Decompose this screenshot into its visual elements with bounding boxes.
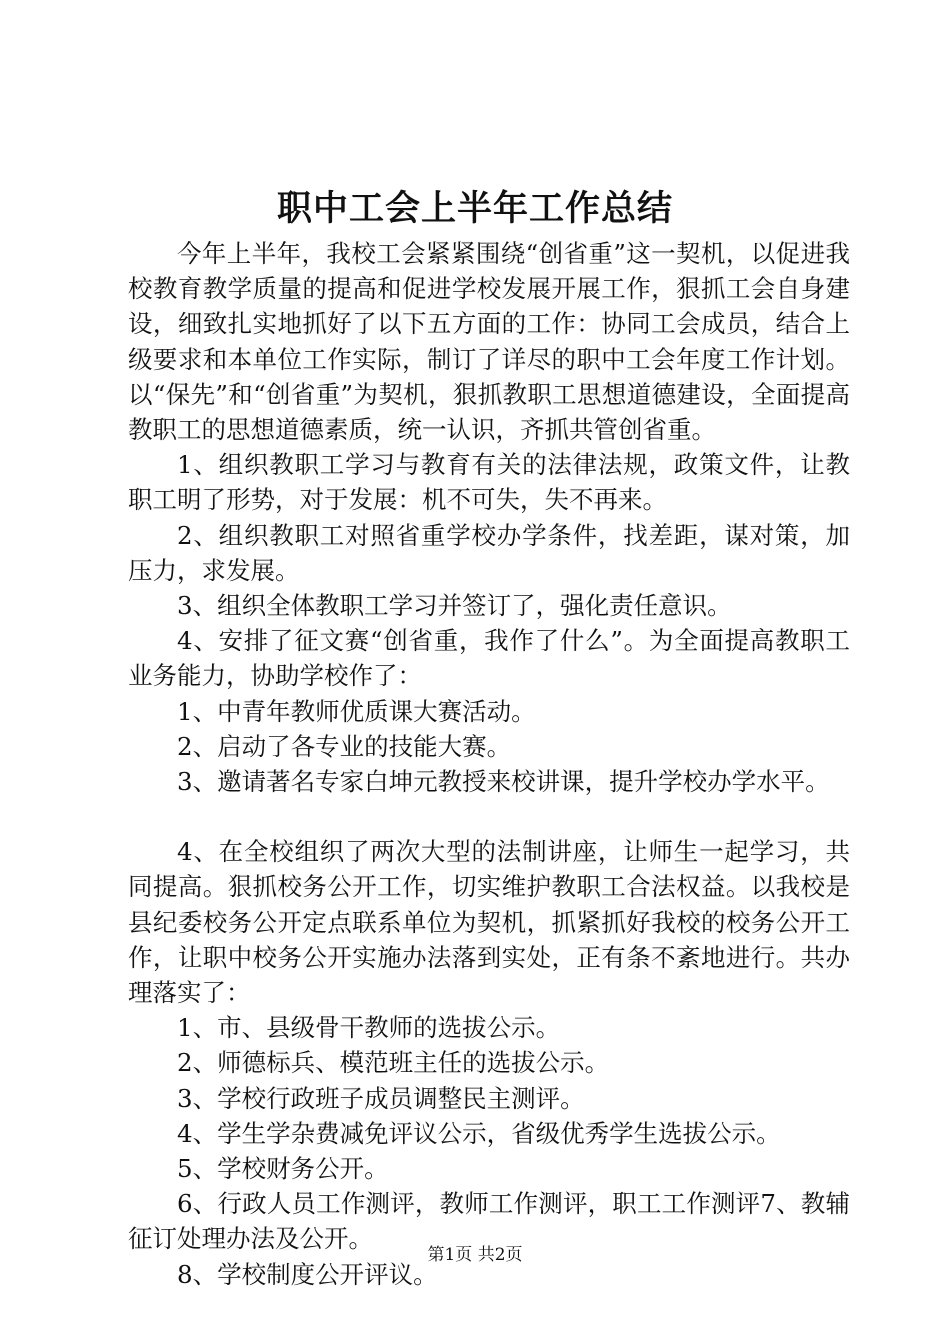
paragraph-item: 6、行政人员工作测评，教师工作测评，职工工作测评7、教辅征订处理办法及公开。 [128, 1189, 850, 1254]
paragraph-item: 1、中青年教师优质课大赛活动。 [177, 696, 536, 726]
paragraph-item: 2、启动了各专业的技能大赛。 [177, 731, 512, 761]
paragraph-item: 2、组织教职工对照省重学校办学条件，找差距，谋对策，加压力，求发展。 [128, 520, 850, 585]
paragraph-item: 5、学校财务公开。 [177, 1154, 389, 1184]
page-footer: 第1页 共2页 [427, 1245, 523, 1265]
paragraph-item: 8、学校制度公开评议。 [177, 1259, 438, 1289]
paragraph-item: 3、组织全体教职工学习并签订了，强化责任意识。 [177, 591, 732, 621]
paragraph-item: 3、邀请著名专家白坤元教授来校讲课，提升学校办学水平。 [177, 767, 830, 797]
document-body [128, 236, 850, 1292]
paragraph-intro: 今年上半年，我校工会紧紧围绕“创省重”这一契机，以促进我校教育教学质量的提高和促进学校发展开展工作，狠抓工会自身建设，细致扎实地抓好了以下五方面的工作：协同工会成员，结合上级要求和本单位工作实际，制订了详尽的职中工会年度工作计划。以“保先”和“创省重”为契机，狠抓教职工思想道德建设，全面提高教职工的思想道德素质，统一认识，齐抓共管创省重。 [128, 239, 850, 445]
paragraph-item: 3、学校行政班子成员调整民主测评。 [177, 1083, 585, 1113]
paragraph-item: 4、在全校组织了两次大型的法制讲座，让师生一起学习，共同提高。狠抓校务公开工作，切实维护教职工合法权益。以我校是县纪委校务公开定点联系单位为契机，抓紧抓好我校的校务公开工作，让职中校务公开实施办法落到实处，正有条不紊地进行。共办理落实了： [128, 837, 850, 1008]
paragraph-item: 4、学生学杂费减免评议公示，省级优秀学生选拔公示。 [177, 1118, 781, 1148]
paragraph-item: 2、师德标兵、模范班主任的选拔公示。 [177, 1048, 610, 1078]
paragraph-item: 1、市、县级骨干教师的选拔公示。 [177, 1013, 561, 1043]
paragraph-item: 1、组织教职工学习与教育有关的法律法规，政策文件，让教职工明了形势，对于发展：机不可失，失不再来。 [128, 450, 850, 515]
paragraph-item: 4、安排了征文赛“创省重，我作了什么”。为全面提高教职工业务能力，协助学校作了： [128, 626, 850, 691]
paragraph-spacer [128, 799, 850, 834]
document-title: 职中工会上半年工作总结 [276, 188, 673, 229]
